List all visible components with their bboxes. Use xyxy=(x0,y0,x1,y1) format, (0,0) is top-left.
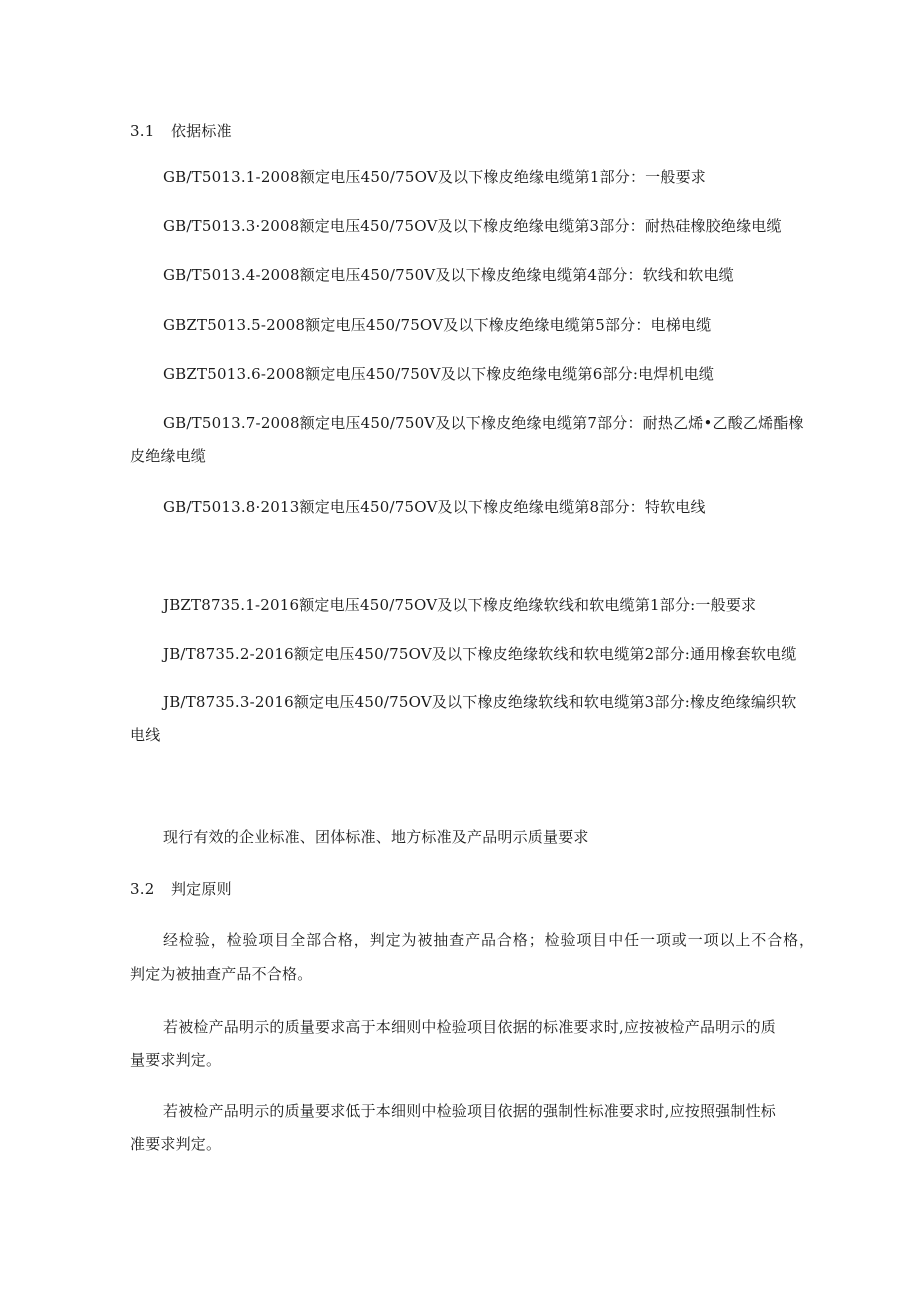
judgment-paragraph-3-line1: 若被检产品明示的质量要求低于本细则中检验项目依据的强制性标准要求时,应按照强制性标 xyxy=(163,1102,776,1120)
standard-item: GB/T5013.1-2008额定电压450/75OV及以下橡皮绝缘电缆第1部分：一般要求 xyxy=(163,168,706,186)
standard-item: JBZT8735.1-2016额定电压450/75OV及以下橡皮绝缘软线和软电缆第1部分:一般要求 xyxy=(163,596,757,614)
standard-item-7-line2: 皮绝缘电缆 xyxy=(130,447,207,465)
other-requirements: 现行有效的企业标准、团体标准、地方标准及产品明示质量要求 xyxy=(163,828,589,846)
section-3-2-heading xyxy=(130,879,232,899)
standard-item: GBZT5013.6-2008额定电压450/750V及以下橡皮绝缘电缆第6部分:电焊机电缆 xyxy=(163,365,715,383)
standard-item: GB/T5013.4-2008额定电压450/750V及以下橡皮绝缘电缆第4部分：软线和软电缆 xyxy=(163,266,734,284)
section-title: 判定原则 xyxy=(170,880,232,898)
section-number: 3.1 xyxy=(130,122,155,140)
judgment-paragraph-1-line1: 经检验，检验项目全部合格，判定为被抽查产品合格；检验项目中任一项或一项以上不合格， xyxy=(163,931,815,949)
section-title: 依据标准 xyxy=(170,122,232,140)
standard-item-jb3-line2: 电线 xyxy=(130,726,161,744)
standard-item: GB/T5013.3·2008额定电压450/75OV及以下橡皮绝缘电缆第3部分：耐热硅橡胶绝缘电缆 xyxy=(163,217,782,235)
standard-item: GBZT5013.5-2008额定电压450/75OV及以下橡皮绝缘电缆第5部分：电梯电缆 xyxy=(163,316,712,334)
judgment-paragraph-1-line2: 判定为被抽查产品不合格。 xyxy=(130,965,313,983)
judgment-paragraph-2-line1: 若被检产品明示的质量要求高于本细则中检验项目依据的标准要求时,应按被检产品明示的质 xyxy=(163,1018,776,1036)
standard-item: GB/T5013.8·2013额定电压450/75OV及以下橡皮绝缘电缆第8部分：特软电线 xyxy=(163,498,706,516)
standard-item-7-line1: GB/T5013.7-2008额定电压450/750V及以下橡皮绝缘电缆第7部分：耐热乙烯•乙酸乙烯酯橡 xyxy=(163,414,804,432)
section-number: 3.2 xyxy=(130,880,155,898)
judgment-paragraph-2-line2: 量要求判定。 xyxy=(130,1051,222,1069)
standard-item: JB/T8735.2-2016额定电压450/75OV及以下橡皮绝缘软线和软电缆第2部分:通用橡套软电缆 xyxy=(163,645,797,663)
judgment-paragraph-3-line2: 准要求判定。 xyxy=(130,1135,222,1153)
standard-item-jb3-line1: JB/T8735.3-2016额定电压450/75OV及以下橡皮绝缘软线和软电缆第3部分:橡皮绝缘编织软 xyxy=(163,693,797,711)
section-3-1-heading xyxy=(130,121,232,141)
